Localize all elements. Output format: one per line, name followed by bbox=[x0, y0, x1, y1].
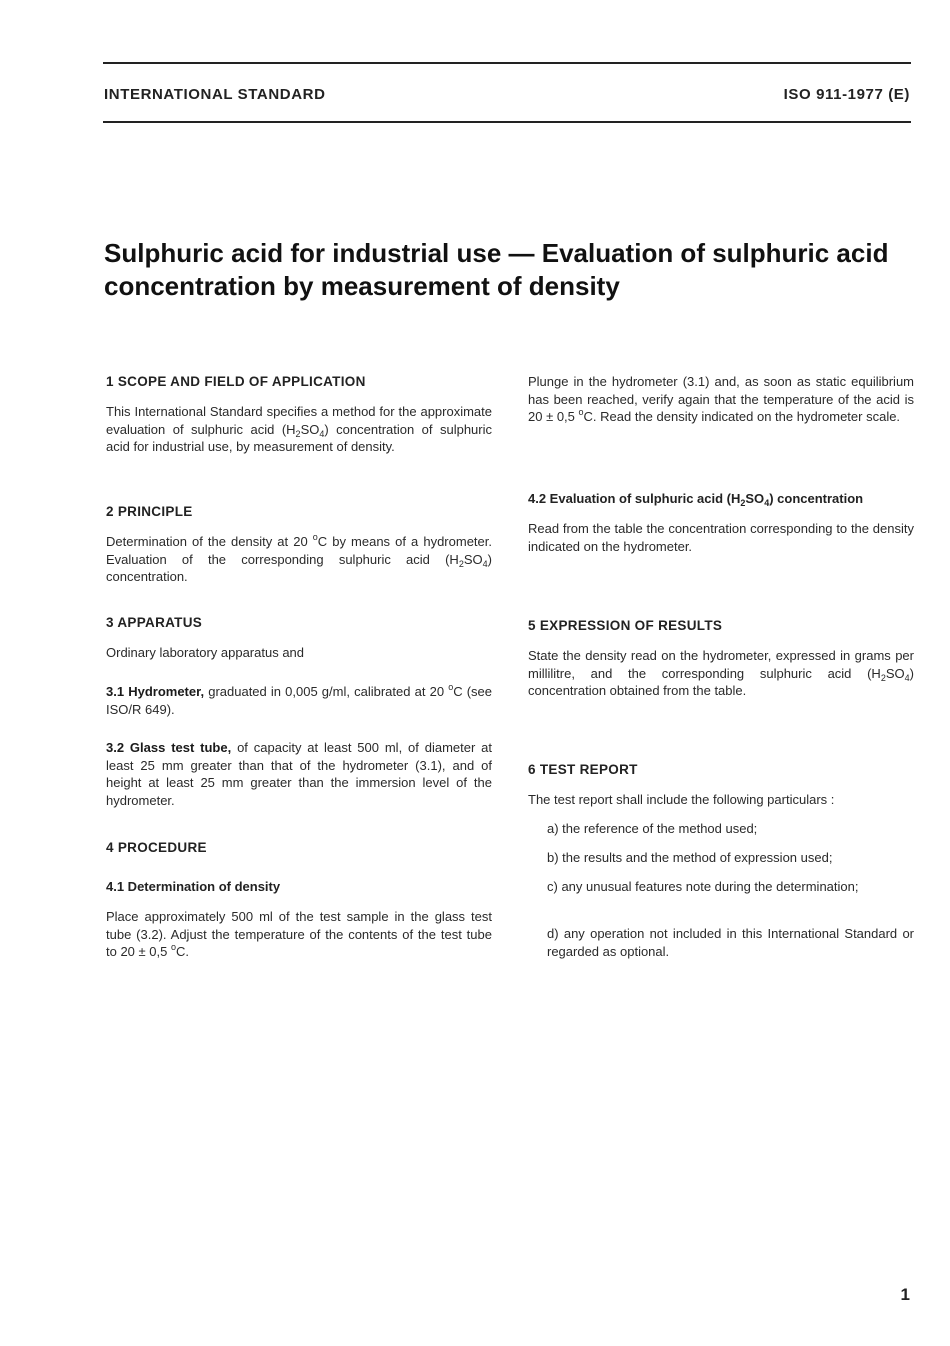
section-3-body: Ordinary laboratory apparatus and bbox=[106, 645, 305, 660]
section-2-heading: 2 PRINCIPLE bbox=[106, 504, 193, 519]
header-left: INTERNATIONAL STANDARD bbox=[104, 86, 326, 103]
top-rule bbox=[103, 62, 911, 64]
clause-3-2: 3.2 Glass test tube, of capacity at least 500 ml, of diameter at least 25 mm greater than that of the hydrometer (3.1), and of height at least 25 mm greater than the immersion level of the hydrometer. bbox=[106, 740, 492, 808]
section-2-body: Determination of the density at 20 $^o$C by means of a hydrometer. Evaluation of the corresponding sulphuric acid $(H_2SO_4)$ concentration. bbox=[106, 532, 492, 584]
section-5-body: State the density read on the hydrometer, expressed in grams per millilitre, and the corresponding sulphuric acid $(H_2SO_4)$ concentration obtained from the table. bbox=[528, 648, 914, 698]
header-rule bbox=[103, 121, 911, 123]
report-item-d: d) any operation not included in this International Standard or regarded as optional. bbox=[547, 926, 914, 959]
clause-4-1-body: Place approximately 500 ml of the test sample in the glass test tube (3.2). Adjust the temperature of the contents of the test tube to 20 ± 0,5 $^o$C. bbox=[106, 909, 492, 959]
report-item-a: a) the reference of the method used; bbox=[547, 821, 758, 836]
section-1-heading: 1 SCOPE AND FIELD OF APPLICATION bbox=[106, 374, 366, 389]
section-6-intro: The test report shall include the following particulars : bbox=[528, 792, 835, 807]
section-4-heading: 4 PROCEDURE bbox=[106, 840, 207, 855]
clause-4-1-continued: Plunge in the hydrometer (3.1) and, as soon as static equilibrium has been reached, verify again that the temperature of the acid is 20 ± 0,5 $^o$C. Read the density indicated on the hydrometer scale. bbox=[528, 374, 914, 424]
section-3-heading: 3 APPARATUS bbox=[106, 615, 203, 630]
clause-4-2-heading: 4.2 Evaluation of sulphuric acid $(H_2SO_4)$ concentration bbox=[528, 491, 864, 508]
document-title: Sulphuric acid for industrial use — Evaluation of sulphuric acid concentration by measurement of density bbox=[104, 238, 889, 301]
report-item-b: b) the results and the method of expression used; bbox=[547, 850, 833, 865]
section-6-heading: 6 TEST REPORT bbox=[528, 762, 638, 777]
header-right: ISO 911-1977 (E) bbox=[783, 86, 910, 103]
clause-4-1-heading: 4.1 Determination of density bbox=[106, 879, 281, 894]
report-item-c: c) any unusual features note during the determination; bbox=[547, 879, 859, 894]
clause-4-2-body: Read from the table the concentration corresponding to the density indicated on the hydrometer. bbox=[528, 521, 914, 554]
section-5-heading: 5 EXPRESSION OF RESULTS bbox=[528, 618, 723, 633]
section-1-body: This International Standard specifies a method for the approximate evaluation of sulphuric acid $(H_2SO_4)$ concentration of sulphuric acid for industrial use, by measurement of density. bbox=[106, 404, 492, 454]
page-number: 1 bbox=[900, 1285, 910, 1304]
clause-3-1: 3.1 Hydrometer, graduated in 0,005 g/ml, calibrated at 20 $^o$C (see ISO/R 649). bbox=[106, 682, 493, 717]
